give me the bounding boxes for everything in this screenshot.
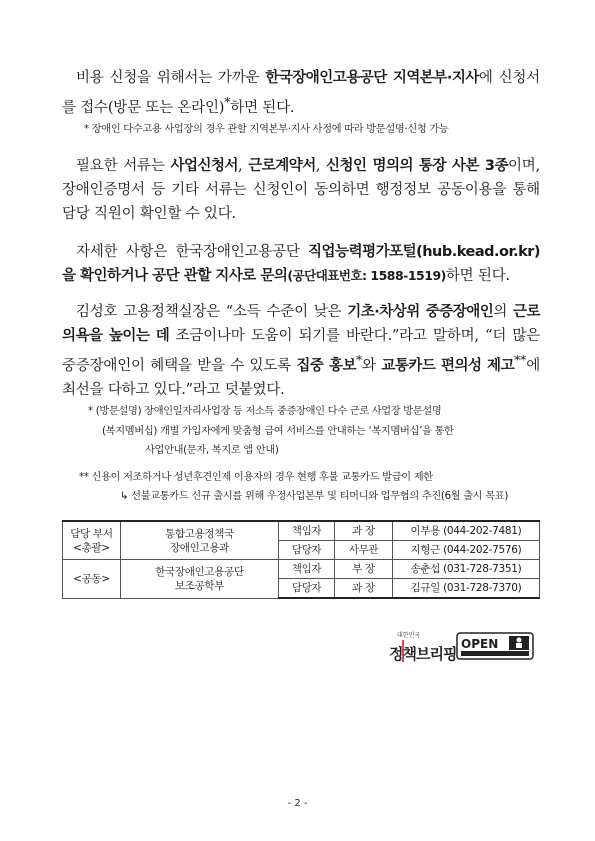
- footnote-membership-cont: 사업안내(문자, 복지로 앱 안내): [145, 445, 279, 456]
- footnote-mark: *: [356, 352, 363, 367]
- paragraph-quote: [62, 300, 540, 402]
- role-cell: 담당자: [279, 541, 335, 560]
- table-row: [63, 521, 540, 541]
- text: 에 신청서를 접수(방문 또는 온라인): [62, 70, 540, 116]
- person-cell: 이부용 (044-202-7481): [393, 521, 540, 541]
- person-icon-body: [516, 643, 522, 648]
- title-cell: 과 장: [335, 521, 393, 541]
- footer-logos: [387, 628, 537, 664]
- logo-svg: [387, 628, 537, 664]
- emphasis-text: 근로의욕을 높이는 데: [62, 304, 540, 344]
- page-number: - 2 -: [287, 798, 308, 809]
- footnote-visit-explain: * (방문설명) 장애인일자리사업장 등 저소득 중증장애인 다수 근로 사업장 방문설명: [88, 406, 442, 417]
- emphasis-text: 한국장애인고용공단 지역본부·지사: [265, 70, 479, 86]
- role-cell: 담당자: [279, 579, 335, 599]
- dept-cell: <공동>: [63, 560, 121, 599]
- contacts-table: [62, 520, 540, 599]
- person-cell: 지형근 (044-202-7576): [393, 541, 540, 560]
- text: ,: [238, 158, 249, 174]
- text: 필요한 서류는: [76, 158, 171, 174]
- paragraph-details: [62, 240, 540, 288]
- text: 에 최선을 다하고 있다.”라고 덧붙였다.: [62, 357, 540, 398]
- text: 자세한 사항은 한국장애인고용공단: [76, 244, 309, 260]
- policy-briefing-logo: 정책브리핑: [389, 645, 457, 663]
- paragraph-application: [62, 66, 540, 120]
- footnote-visit: * 장애인 다수고용 사업장의 경우 관할 지역본부·지사 사정에 따라 방문설명·신청 가능: [84, 124, 449, 135]
- title-cell: 부 장: [335, 560, 393, 579]
- open-logo-text: OPEN: [461, 637, 499, 651]
- person-cell: 김규일 (031-728-7370): [393, 579, 540, 599]
- text: 하면 된다.: [445, 268, 510, 284]
- text: 조금이나마 도움이 되기를 바란다.”라고 말하며, “더 많은 중증장애인이 혜택을 받을 수 있도록: [62, 328, 540, 374]
- text: 이며, 장애인증명서 등 기타 서류는 신청인이 동의하면 행정정보 공동이용을 통해 담당 직원이 확인할 수 있다.: [62, 158, 540, 222]
- emphasis-text: 사업신청서: [170, 158, 239, 174]
- emphasis-text: 직업능력평가포털(hub.kead.or.kr)을 확인하거나 공단 관할 지사로 문의: [62, 244, 540, 284]
- title-cell: 과 장: [335, 579, 393, 599]
- title-cell: 사무관: [335, 541, 393, 560]
- table-row: [63, 560, 540, 579]
- dept-cell: 담당 부서 <총괄>: [63, 521, 121, 560]
- text: 김성호 고용정책실장은 “소득 수준이 낮은: [76, 304, 348, 320]
- footnote-membership: (복지멤버십) 개별 가입자에게 맞춤형 급여 서비스를 안내하는 ‘복지멤버십’을 통한: [102, 426, 454, 437]
- emphasis-text: 신청인 명의의 통장 사본 3종: [326, 158, 508, 174]
- briefing-small-label: 대한민국: [397, 632, 421, 639]
- org-cell: 통합고용정책국 장애인고용과: [121, 521, 279, 560]
- footnote-transport-cont: ↳ 선불교통카드 신규 출시를 위해 우정사업본부 및 티머니와 업무협의 추진(6월 출시 목표): [120, 491, 509, 502]
- paragraph-documents: [62, 154, 540, 226]
- text: 하면 된다.: [230, 99, 295, 116]
- emphasis-text: 교통카드 편의성 제고: [381, 357, 515, 374]
- footnote-transport: ** 신용이 저조하거나 성년후견인제 이용자의 경우 현행 후불 교통카드 발급이 제한: [79, 472, 433, 483]
- role-cell: 책임자: [279, 521, 335, 541]
- emphasis-text: 집중 홍보: [296, 357, 356, 374]
- text: 비용 신청을 위해서는 가까운: [76, 70, 266, 86]
- text: 의: [493, 304, 513, 320]
- text: 와: [362, 357, 382, 374]
- person-cell: 송춘섭 (031-728-7351): [393, 560, 540, 579]
- emphasis-text: 근로계약서: [248, 158, 316, 174]
- phone-number: (공단대표번호: 1588-1519): [287, 268, 446, 283]
- open-logo-bar: [461, 651, 529, 656]
- emphasis-text: 기초·차상위 중증장애인: [347, 304, 494, 320]
- role-cell: 책임자: [279, 560, 335, 579]
- footnote-mark: *: [224, 94, 231, 109]
- footnote-mark: **: [514, 352, 527, 367]
- text: ,: [315, 158, 326, 174]
- person-icon: [517, 638, 522, 643]
- org-cell: 한국장애인고용공단 보조공학부: [121, 560, 279, 599]
